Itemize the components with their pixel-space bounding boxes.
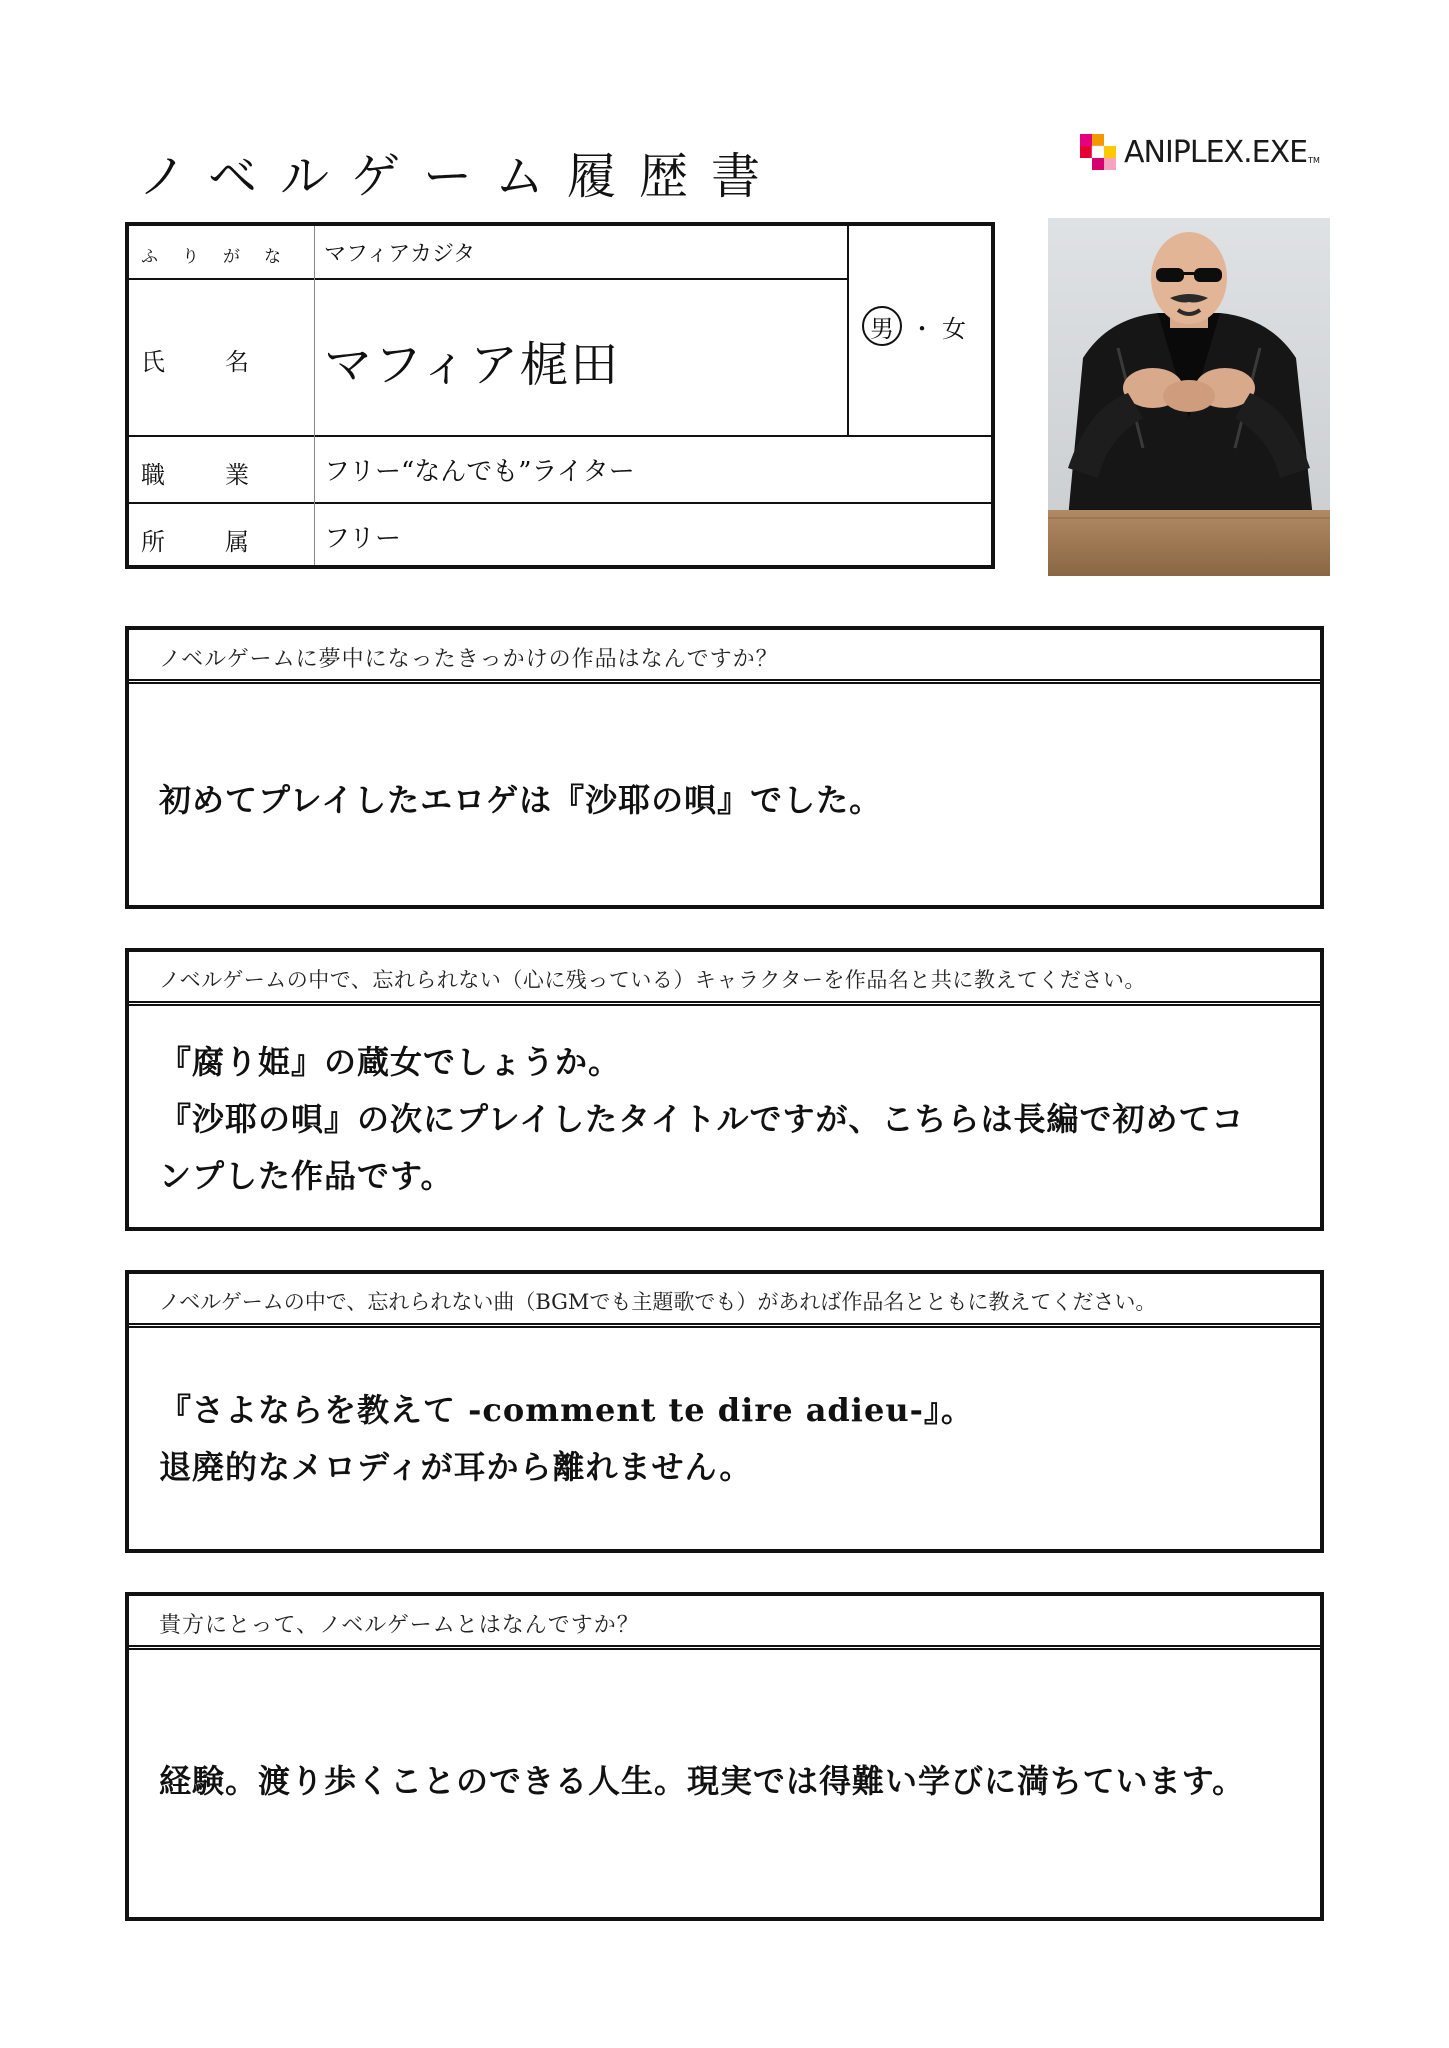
question-box-1 [125,626,1324,909]
profile-photo [1048,218,1330,576]
logo-text: ANIPLEX.EXE [1124,134,1308,170]
name-value: マフィア梶田 [324,337,621,393]
job-value: フリー“なんでも”ライター [324,457,635,487]
question-header [129,952,1320,1006]
question-box-2 [125,948,1324,1231]
question-box-4 [125,1592,1324,1921]
gender-male-circled: 男 [862,306,902,346]
furigana-value: マフィアカジタ [324,242,476,267]
divider [847,226,849,437]
furigana-label: ふりがな [141,247,305,267]
divider [129,435,991,437]
question-header [129,630,1320,684]
answer-line: 『沙耶の唄』の次にプレイしたタイトルですが、こちらは長編で初めてコ [159,1100,1245,1138]
job-label: 職業 [141,461,309,489]
question-text: 貴方にとって、ノベルゲームとはなんですか？ [159,1613,640,1638]
gender-selector [862,306,966,346]
page-title: ノベルゲーム履歴書 [138,148,784,205]
question-text: ノベルゲームの中で、忘れられない曲（BGMでも主題歌でも）があれば作品名とともに教えてください。 [159,1290,1157,1314]
name-label: 氏名 [141,348,309,376]
question-header [129,1274,1320,1328]
question-text: ノベルゲームの中で、忘れられない（心に残っている）キャラクターを作品名と共に教えてください。 [159,968,1146,992]
answer-line: 経験。渡り歩くことのできる人生。現実では得難い学びに満ちています。 [159,1762,1246,1800]
logo-mark-icon [1078,132,1118,172]
divider [129,278,847,280]
answer-line: 『さよならを教えて -comment te dire adieu-』。 [159,1391,974,1429]
answer-line: 『腐り姫』の蔵女でしょうか。 [159,1043,622,1081]
affiliation-label: 所属 [141,528,309,556]
affiliation-value: フリー [324,524,401,554]
divider [129,502,991,504]
answer-line: ンプした作品です。 [159,1157,454,1195]
question-header [129,1596,1320,1650]
profile-table [125,222,995,569]
logo-trademark: TM [1308,155,1320,165]
question-text: ノベルゲームに夢中になったきっかけの作品はなんですか？ [159,647,779,672]
gender-female: 女 [942,314,966,343]
answer-line: 初めてプレイしたエロゲは『沙耶の唄』でした。 [159,781,883,819]
aniplex-exe-logo [1078,130,1320,174]
divider [314,226,315,565]
answer-line: 退廃的なメロディが耳から離れません。 [159,1448,753,1486]
question-box-3 [125,1270,1324,1553]
gender-separator: ・ [910,314,934,343]
